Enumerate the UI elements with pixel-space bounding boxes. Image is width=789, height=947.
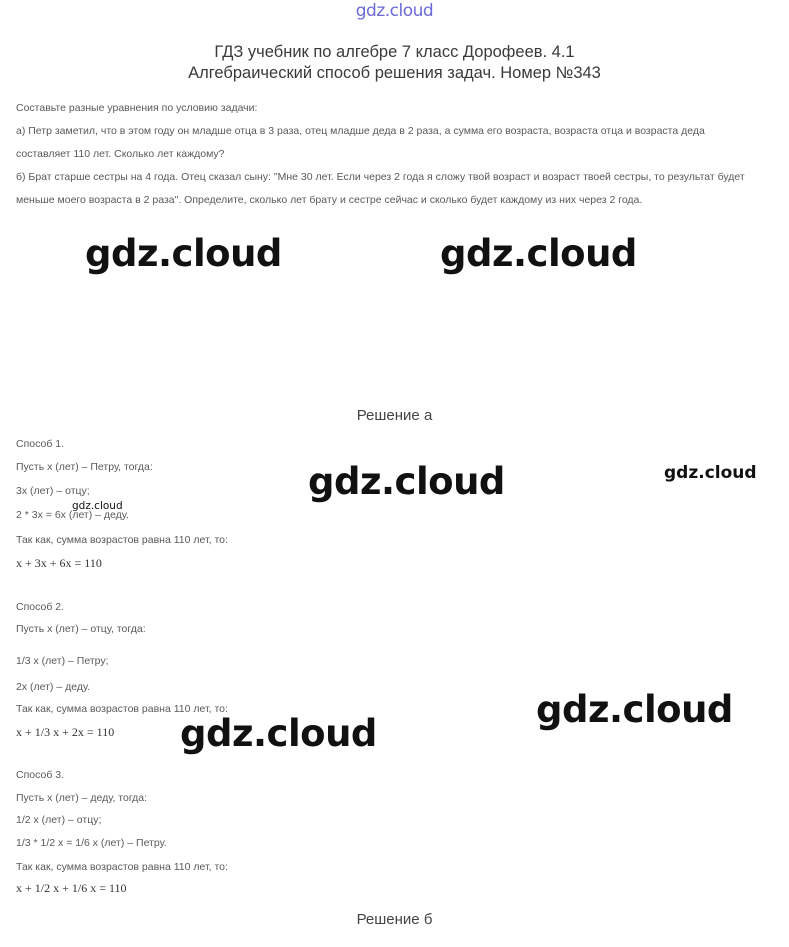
watermark: gdz.cloud <box>440 232 637 275</box>
solution-a-heading: Решение а <box>356 407 433 424</box>
solution-b-heading: Решение б <box>356 911 433 928</box>
method1-line-4: Так как, сумма возрастов равна 110 лет, то: <box>16 534 228 546</box>
watermark: gdz.cloud <box>308 460 505 503</box>
method2-equation: x + 1/3 x + 2x = 110 <box>16 725 115 739</box>
task-a-line-1: а) Петр заметил, что в этом году он младше отца в 3 раза, отец младше деда в 2 раза, а сумма его возраста, возраста отца и возраста деда <box>16 125 705 137</box>
method3-title: Способ 3. <box>16 769 65 781</box>
method3-line-3: 1/3 * 1/2 x = 1/6 x (лет) – Петру. <box>16 837 167 849</box>
method3-equation: x + 1/2 x + 1/6 x = 110 <box>16 881 127 895</box>
task-b-line-2: меньше моего возраста в 2 раза". Определите, сколько лет брату и сестре сейчас и сколько будет каждому из них через 2 года. <box>16 194 643 206</box>
method2-title: Способ 2. <box>16 601 65 613</box>
method2-line-4: Так как, сумма возрастов равна 110 лет, то: <box>16 703 228 715</box>
task-b-line-1: б) Брат старше сестры на 4 года. Отец сказал сыну: "Мне 30 лет. Если через 2 года я сложу твой возраст и возраст твоей сестры, то результат будет <box>16 171 745 183</box>
title-line-1: ГДЗ учебник по алгебре 7 класс Дорофеев. 4.1 <box>214 43 575 61</box>
watermark: gdz.cloud <box>85 232 282 275</box>
method1-title: Способ 1. <box>16 438 65 450</box>
method1-equation: x + 3x + 6x = 110 <box>16 556 102 570</box>
watermark: gdz.cloud <box>536 688 733 731</box>
method1-line-1: Пусть x (лет) – Петру, тогда: <box>16 461 153 473</box>
method3-line-1: Пусть x (лет) – деду, тогда: <box>16 792 148 804</box>
method1-line-3: 2 * 3x = 6x (лет) – деду. <box>16 509 129 521</box>
method2-line-3: 2x (лет) – деду. <box>16 681 91 693</box>
page-title <box>0 42 789 84</box>
title-line-2: Алгебраический способ решения задач. Номер №343 <box>188 64 601 82</box>
site-logo[interactable]: gdz.cloud <box>355 1 434 21</box>
watermark: gdz.cloud <box>72 500 123 512</box>
task-intro: Составьте разные уравнения по условию задачи: <box>16 102 258 114</box>
task-a-line-2: составляет 110 лет. Сколько лет каждому? <box>16 148 225 160</box>
watermark: gdz.cloud <box>180 712 377 755</box>
watermark: gdz.cloud <box>664 463 757 483</box>
method2-line-2: 1/3 x (лет) – Петру; <box>16 655 109 667</box>
method3-line-2: 1/2 x (лет) – отцу; <box>16 814 102 826</box>
method3-line-4: Так как, сумма возрастов равна 110 лет, то: <box>16 861 228 873</box>
method2-line-1: Пусть x (лет) – отцу, тогда: <box>16 623 146 635</box>
method1-line-2: 3x (лет) – отцу; <box>16 485 90 497</box>
